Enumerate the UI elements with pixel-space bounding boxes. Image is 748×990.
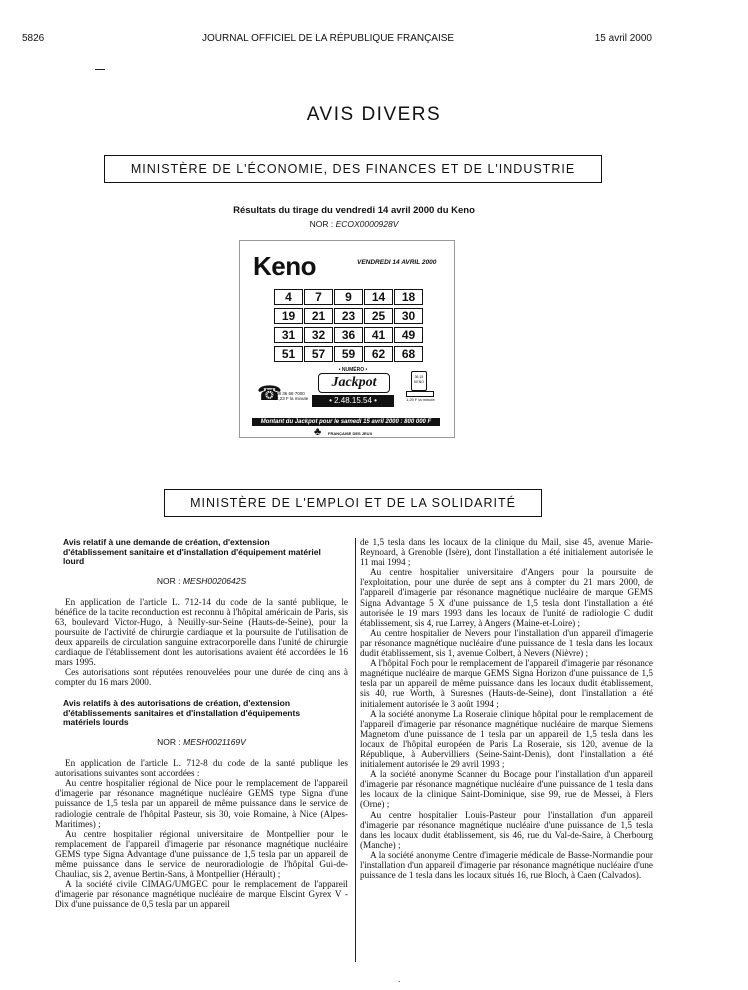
paragraph: A la société anonyme La Roseraie clinique hôpital pour le remplacement de l'appareil d'imagerie par résonance magnétique nucléaire de marque Siemens Magnetom d'une puissance de 1 tesla par un appareil de 1,5 tesla dans les locaux de l'hôpital européen de Paris La Roseraie, sis 120, avenue de la République, à Aubervilliers (Seine-Saint-Denis), dont l'installation a été initialement autorisée le 29 avril 1993 ; [360, 708, 653, 770]
keno-number-cell: 19 [274, 308, 303, 324]
keno-number-cell: 59 [334, 346, 363, 362]
minitel-price: 1,29 F la minute [406, 397, 435, 402]
keno-number-cell: 14 [364, 289, 393, 305]
keno-number-cell: 57 [304, 346, 333, 362]
paragraph: Au centre hospitalier de Nevers pour l'installation d'un appareil d'imagerie par résonance magnétique nucléaire d'une puissance de 1 tesla dans les locaux dudit établissement, sis 1, avenue Colbert, à Nevers (Nièvre) ; [360, 627, 653, 659]
keno-result-title: Résultats du tirage du vendredi 14 avril 2000 du Keno [233, 205, 475, 216]
keno-result-card [239, 240, 455, 438]
divider [95, 69, 105, 70]
fdj-label: FRANÇAISE DES JEUX [328, 431, 373, 436]
minitel-icon: 36 15 KENO [411, 371, 427, 391]
page-number: 5826 [22, 33, 45, 44]
jackpot-number-label: • NUMÉRO • [338, 367, 368, 373]
paragraph: Au centre hospitalier Louis-Pasteur pour l'installation d'un appareil d'imagerie par résonance magnétique nucléaire d'une puissance de 1,5 tesla dans les locaux dudit établissement, sis 46, rue du Val-de-Saire, à Cherbourg (Manche) ; [360, 809, 653, 850]
keno-number-cell: 49 [394, 327, 423, 343]
notice-2-nor: NOR : MESH0021169V [157, 736, 246, 747]
footer-mark: . [398, 974, 401, 984]
keno-number-cell: 62 [364, 346, 393, 362]
column-divider [355, 538, 356, 962]
paragraph: Au centre hospitalier régional universitaire de Montpellier pour le remplacement de l'appareil d'imagerie par résonance magnétique nucléaire GEMS type Signa Advantage d'une puissance de 1,5 tesla par un appareil de même puissance dans le service de neuroradiologie de l'hôpital Gui-de-Chauliac, sis 2, avenue Bertin-Sans, à Montpellier (Hérault) ; [55, 828, 348, 880]
keno-number-cell: 32 [304, 327, 333, 343]
ministry-heading-economy: MINISTÈRE DE L'ÉCONOMIE, DES FINANCES ET DE L'INDUSTRIE [104, 155, 602, 183]
ministry-heading-employment: MINISTÈRE DE L'EMPLOI ET DE LA SOLIDARITÉ [164, 489, 542, 517]
issue-date: 15 avril 2000 [594, 33, 652, 44]
paragraph: A la société anonyme Centre d'imagerie médicale de Basse-Normandie pour l'installation d'un appareil d'imagerie par résonance magnétique nucléaire d'une puissance de 1 tesla dans les locaux situés 16, rue Bloch, à Caen (Calvados). [360, 849, 653, 881]
keno-number-cell: 4 [274, 289, 303, 305]
notice-1-nor: NOR : MESH0020642S [156, 575, 247, 586]
keno-date: VENDREDI 14 AVRIL 2000 [357, 259, 437, 266]
right-column [360, 537, 653, 880]
keno-number-cell: 31 [274, 327, 303, 343]
left-column [55, 538, 348, 909]
keno-number-cell: 23 [334, 308, 363, 324]
keno-number-grid [274, 289, 426, 362]
clover-icon: ♣ [314, 426, 322, 438]
journal-title: JOURNAL OFFICIEL DE LA RÉPUBLIQUE FRANÇAISE [202, 33, 455, 44]
keno-number-cell: 30 [394, 308, 423, 324]
paragraph: Au centre hospitalier régional de Nice pour le remplacement de l'appareil d'imagerie par résonance magnétique nucléaire GEMS type Signa d'une puissance de 1,5 tesla par un appareil de même puissance dans le service de radiologie centrale de l'hôpital Pasteur, sis 30, voie Romaine, à Nice (Alpes-Maritimes) ; [55, 778, 348, 829]
keno-result-nor: NOR : ECOX0000928V [309, 219, 399, 229]
keno-number-cell: 7 [304, 289, 333, 305]
keno-number-cell: 51 [274, 346, 303, 362]
keno-number-cell: 9 [334, 289, 363, 305]
keno-number-cell: 41 [364, 327, 393, 343]
keno-number-cell: 68 [394, 346, 423, 362]
keno-logo: Keno [253, 251, 316, 281]
paragraph: A l'hôpital Foch pour le remplacement de l'appareil d'imagerie par résonance magnétique nucléaire de marque GEMS Signa Horizon d'une puissance de 1,5 tesla par un appareil de même puissance dans les locaux dudit établissement, sis 40, rue Worth, à Suresnes (Hauts-de-Seine), dont l'installation a été initialement autorisée le 3 août 1994 ; [360, 658, 653, 709]
keno-number-cell: 21 [304, 308, 333, 324]
telephone-icon: ☎ [257, 383, 282, 405]
paragraph: Ces autorisations sont réputées renouvelées pour une durée de cinq ans à compter du 16 mars 2000. [55, 667, 348, 688]
notice-2-title: Avis relatifs à des autorisations de création, d'extension d'établissements sanitaires et d'installation d'équipements matériels lourds [63, 698, 301, 728]
paragraph: En application de l'article L. 712-14 du code de la santé publique, le bénéfice de la tacite reconduction est reconnu à l'hôpital américain de Paris, sis 63, boulevard Victor-Hugo, à Neuilly-sur-Seine (Hauts-de-Seine), pour la poursuite de l'activité de chirurgie cardiaque et la poursuite de l'utilisation de deux appareils de circulation sanguine extracorporelle dans l'unité de chirurgie cardiaque de l'établissement dont les autorisations avaient été accordées le 16 mars 1995. [55, 596, 348, 668]
keno-number-cell: 36 [334, 327, 363, 343]
paragraph: En application de l'article L. 712-8 du code de la santé publique les autorisations suivantes sont accordées : [55, 758, 348, 779]
keno-number-cell: 25 [364, 308, 393, 324]
jackpot-amount-band: Montant du Jackpot pour le samedi 15 avril 2000 : 800 000 F [252, 418, 440, 426]
paragraph: de 1,5 tesla dans les locaux de la clinique du Mail, sise 45, avenue Marie-Reynoard, à Grenoble (Isère), dont l'installation a été initialement autorisée le 11 mai 1994 ; [360, 537, 653, 568]
paragraph: A la société anonyme Scanner du Bocage pour l'installation d'un appareil d'imagerie par résonance magnétique nucléaire d'une puissance de 1 tesla dans les locaux de la clinique Saint-Dominique, sise 99, rue de Messei, à Flers (Orne) ; [360, 769, 653, 810]
paragraph: A la société civile CIMAG/UMGEC pour le remplacement de l'appareil d'imagerie par résonance magnétique nucléaire de marque Elscint Gyrex V - Dix d'une puissance de 0,5 tesla par un appareil [55, 879, 348, 910]
keno-number-cell: 18 [394, 289, 423, 305]
phone-info: 08 36 68 7000 2,23 F la minute [276, 391, 309, 401]
jackpot-logo: Jackpot [318, 373, 390, 393]
notice-1-title: Avis relatif à une demande de création, d'extension d'établissement sanitaire et d'installation d'équipement matériel lourd [63, 537, 321, 566]
paragraph: Au centre hospitalier universitaire d'Angers pour la poursuite de l'exploitation, pour une durée de sept ans à compter du 21 mars 2000, de l'appareil d'imagerie par résonance magnétique nucléaire de marque GEMS Signa Advantage 5 X d'une puissance de 1,5 tesla dont l'installation a été autorisée le 19 mars 1993 dans les locaux de l'unité de radiologie C dudit établissement, sis 4, rue Larrey, à Angers (Maine-et-Loire) ; [360, 567, 653, 628]
jackpot-number: • 2.48.15.54 • [312, 395, 394, 407]
section-title: AVIS DIVERS [306, 104, 442, 125]
